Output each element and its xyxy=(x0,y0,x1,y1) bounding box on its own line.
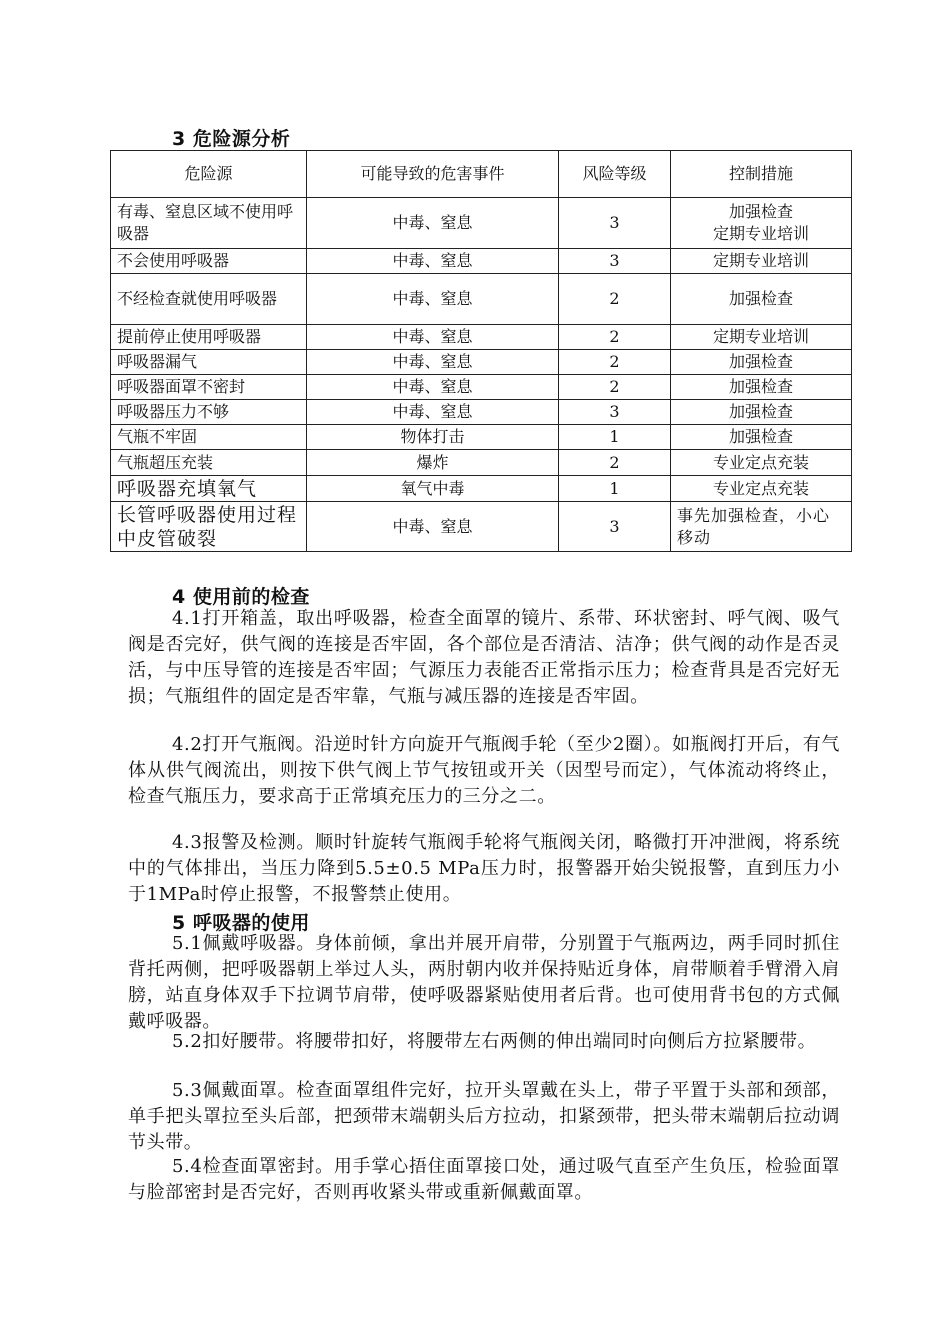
cell-source: 呼吸器压力不够 xyxy=(111,400,307,425)
cell-control: 专业定点充装 xyxy=(671,450,852,476)
cell-level: 3 xyxy=(559,249,671,274)
cell-control: 加强检查 xyxy=(671,375,852,400)
table-row xyxy=(111,274,852,325)
paragraph-text: 4.2打开气瓶阀。沿逆时针方向旋开气瓶阀手轮（至少2圈）。如瓶阀打开后，有气体从供气阀流出，则按下供气阀上节气按钮或开关（因型号而定），气体流动将终止，检查气瓶压力，要求高于正常填充压力的三分之二。 xyxy=(128,734,840,807)
hazard-analysis-table xyxy=(110,150,852,552)
cell-level: 3 xyxy=(559,400,671,425)
cell-control: 定期专业培训 xyxy=(671,249,852,274)
cell-level: 2 xyxy=(559,350,671,375)
paragraph-4-3 xyxy=(128,830,840,908)
cell-level: 2 xyxy=(559,375,671,400)
cell-control: 专业定点充装 xyxy=(671,476,852,502)
cell-event: 爆炸 xyxy=(307,450,559,476)
paragraph-text: 4.3报警及检测。顺时针旋转气瓶阀手轮将气瓶阀关闭，略微打开冲泄阀，将系统中的气体排出，当压力降到5.5±0.5 MPa压力时，报警器开始尖锐报警，直到压力小于1MPa时停止报警，不报警禁止使用。 xyxy=(128,832,840,905)
cell-source: 不会使用呼吸器 xyxy=(111,249,307,274)
cell-source: 呼吸器面罩不密封 xyxy=(111,375,307,400)
cell-event: 中毒、窒息 xyxy=(307,502,559,552)
cell-level: 3 xyxy=(559,502,671,552)
cell-event: 中毒、窒息 xyxy=(307,350,559,375)
cell-event: 中毒、窒息 xyxy=(307,249,559,274)
section-3-heading: 3 危险源分析 xyxy=(172,128,291,150)
paragraph-text: 4.1打开箱盖，取出呼吸器，检查全面罩的镜片、系带、环状密封、呼气阀、吸气阀是否完好，供气阀的连接是否牢固，各个部位是否清洁、洁净；供气阀的动作是否灵活，与中压导管的连接是否牢固；气源压力表能否正常指示压力；检查背具是否完好无损；气瓶组件的固定是否牢靠，气瓶与减压器的连接是否牢固。 xyxy=(128,608,840,707)
header-risk-level: 风险等级 xyxy=(559,151,671,198)
cell-control: 事先加强检查，小心移动 xyxy=(671,502,852,552)
paragraph-5-4 xyxy=(128,1154,840,1206)
table-header-row xyxy=(111,151,852,198)
cell-event: 中毒、窒息 xyxy=(307,400,559,425)
cell-control: 加强检查 xyxy=(671,274,852,325)
paragraph-4-2 xyxy=(128,732,840,810)
cell-source: 不经检查就使用呼吸器 xyxy=(111,274,307,325)
cell-control xyxy=(671,198,852,249)
cell-event: 物体打击 xyxy=(307,425,559,450)
cell-source: 有毒、窒息区域不使用呼吸器 xyxy=(111,198,307,249)
control-line: 定期专业培训 xyxy=(712,224,809,243)
cell-level: 1 xyxy=(559,425,671,450)
section-5-heading: 5 呼吸器的使用 xyxy=(172,912,310,934)
header-hazard-source: 危险源 xyxy=(111,151,307,198)
table-row xyxy=(111,325,852,350)
table-row xyxy=(111,198,852,249)
table-row xyxy=(111,502,852,552)
table-row xyxy=(111,249,852,274)
cell-control: 加强检查 xyxy=(671,425,852,450)
cell-source: 提前停止使用呼吸器 xyxy=(111,325,307,350)
cell-source: 呼吸器充填氧气 xyxy=(111,476,307,502)
cell-event: 中毒、窒息 xyxy=(307,375,559,400)
table-row xyxy=(111,400,852,425)
paragraph-5-1 xyxy=(128,931,840,1035)
control-line: 加强检查 xyxy=(728,202,793,221)
table-row xyxy=(111,375,852,400)
cell-level: 2 xyxy=(559,274,671,325)
header-hazard-event: 可能导致的危害事件 xyxy=(307,151,559,198)
cell-level: 2 xyxy=(559,450,671,476)
cell-source: 气瓶不牢固 xyxy=(111,425,307,450)
cell-event: 中毒、窒息 xyxy=(307,198,559,249)
table-row xyxy=(111,425,852,450)
paragraph-text: 5.1佩戴呼吸器。身体前倾，拿出并展开肩带，分别置于气瓶两边，两手同时抓住背托两侧，把呼吸器朝上举过人头，两肘朝内收并保持贴近身体，肩带顺着手臂滑入肩膀，站直身体双手下拉调节肩带，使呼吸器紧贴使用者后背。也可使用背书包的方式佩戴呼吸器。 xyxy=(128,933,840,1032)
paragraph-5-2 xyxy=(128,1029,840,1055)
paragraph-4-1 xyxy=(128,606,840,710)
cell-control: 加强检查 xyxy=(671,350,852,375)
table-row xyxy=(111,476,852,502)
cell-event: 中毒、窒息 xyxy=(307,325,559,350)
paragraph-5-3 xyxy=(128,1078,840,1156)
cell-source: 长管呼吸器使用过程中皮管破裂 xyxy=(111,502,307,552)
cell-source: 呼吸器漏气 xyxy=(111,350,307,375)
cell-event: 中毒、窒息 xyxy=(307,274,559,325)
header-control-measures: 控制措施 xyxy=(671,151,852,198)
cell-level: 3 xyxy=(559,198,671,249)
cell-control: 加强检查 xyxy=(671,400,852,425)
paragraph-text: 5.3佩戴面罩。检查面罩组件完好，拉开头罩戴在头上，带子平置于头部和颈部，单手把头罩拉至头后部，把颈带末端朝头后方拉动，扣紧颈带，把头带末端朝后拉动调节头带。 xyxy=(128,1080,840,1153)
paragraph-text: 5.2扣好腰带。将腰带扣好，将腰带左右两侧的伸出端同时向侧后方拉紧腰带。 xyxy=(172,1031,817,1052)
cell-source: 气瓶超压充装 xyxy=(111,450,307,476)
cell-level: 2 xyxy=(559,325,671,350)
cell-event: 氧气中毒 xyxy=(307,476,559,502)
paragraph-text: 5.4检查面罩密封。用手掌心捂住面罩接口处，通过吸气直至产生负压，检验面罩与脸部密封是否完好，否则再收紧头带或重新佩戴面罩。 xyxy=(128,1156,840,1203)
cell-level: 1 xyxy=(559,476,671,502)
table-row xyxy=(111,450,852,476)
section-4-heading: 4 使用前的检查 xyxy=(172,586,310,608)
table-row xyxy=(111,350,852,375)
cell-control: 定期专业培训 xyxy=(671,325,852,350)
